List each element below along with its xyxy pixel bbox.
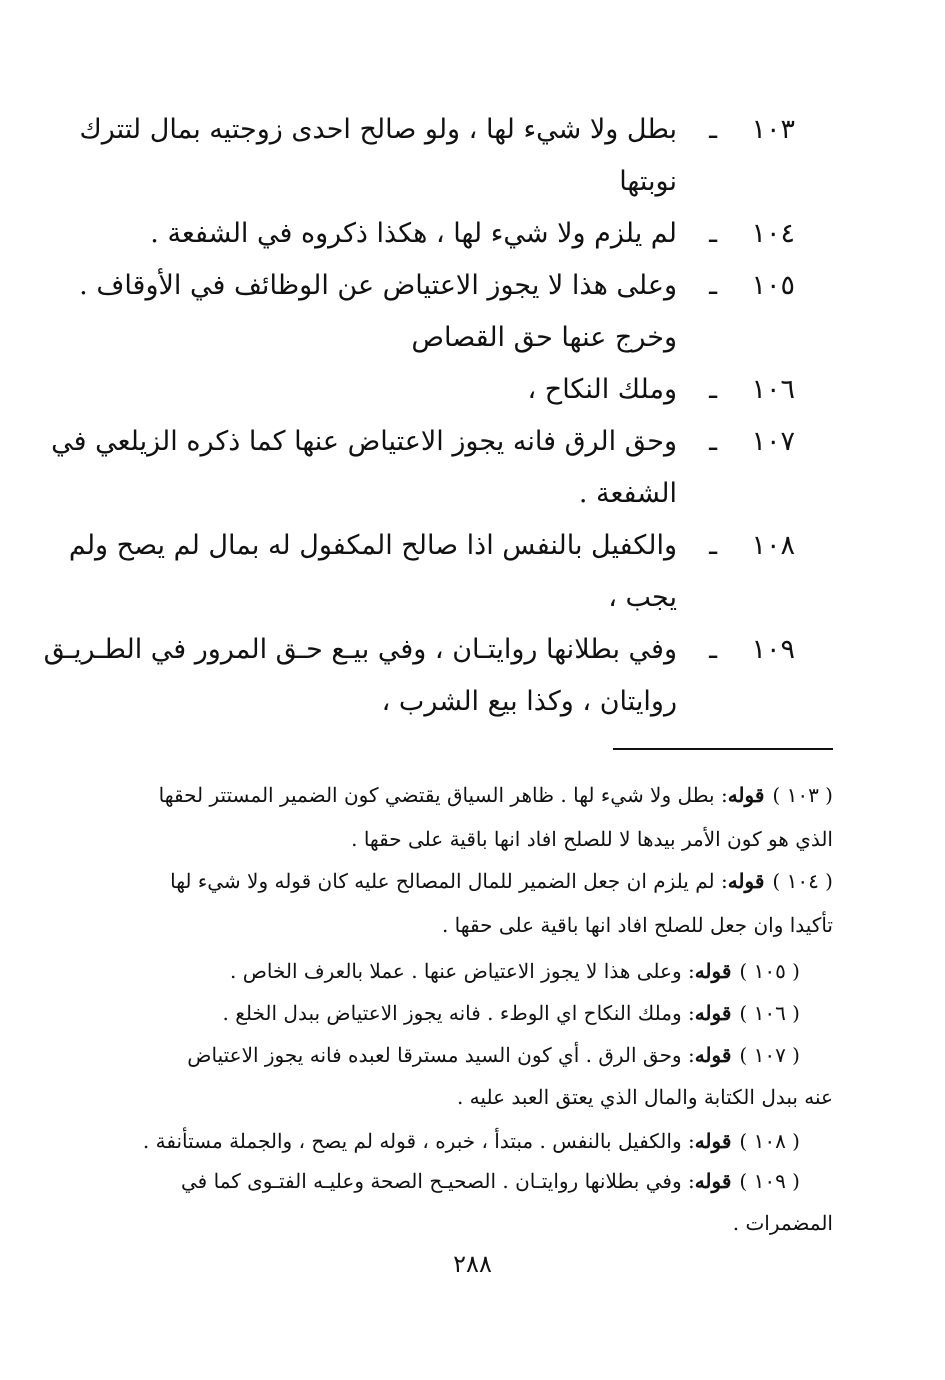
footnote-text: : والكفيل بالنفس . مبتدأ ، خبره ، قوله لم يصح ، والجملة مستأنفة .	[142, 1129, 695, 1153]
footnote-104	[170, 862, 833, 900]
entry-number: ١٠٣	[751, 114, 795, 145]
footnote-106	[223, 994, 800, 1032]
entry-line: وفي بطلانها روايتـان ، وفي بيـع حـق المرور في الطـريـق	[43, 634, 677, 665]
entry-line: بطل ولا شيء لها ، ولو صالح احدى زوجتيه بمال لتترك	[79, 114, 677, 145]
entry-line: الشفعة .	[578, 478, 677, 509]
footnote-text: : وملك النكاح اي الوطء . فانه يجوز الاعتياض ببدل الخلع .	[222, 1001, 695, 1025]
entry-dash: ـ	[709, 530, 717, 561]
footnote-text: تأكيدا وان جعل للصلح افاد انها باقية على حقها .	[441, 913, 833, 937]
footnote-text: عنه ببدل الكتابة والمال الذي يعتق العبد عليه .	[456, 1085, 833, 1109]
footnote-keyword: قوله	[694, 1043, 732, 1067]
footnote-keyword: قوله	[694, 1169, 732, 1193]
footnote-keyword: قوله	[694, 959, 732, 983]
entry-number: ١٠٨	[751, 530, 795, 561]
footnote-number: ( ١٠٧ )	[739, 1043, 800, 1067]
footnote-number: ( ١٠٨ )	[739, 1129, 800, 1153]
footnote-108	[143, 1122, 800, 1160]
entry-dash: ـ	[709, 114, 717, 145]
entry-dash: ـ	[709, 270, 717, 301]
footnote-107-cont	[457, 1078, 833, 1116]
footnote-number: ( ١٠٦ )	[739, 1001, 800, 1025]
entry-line: روايتان ، وكذا بيع الشرب ،	[381, 686, 677, 717]
footnote-keyword: قوله	[727, 869, 765, 893]
footnote-separator	[613, 748, 833, 750]
footnote-number: ( ١٠٤ )	[772, 869, 833, 893]
entry-line: لم يلزم ولا شيء لها ، هكذا ذكروه في الشفعة .	[150, 218, 677, 249]
footnote-number: ( ١٠٣ )	[772, 783, 833, 807]
entry-number: ١٠٤	[751, 218, 795, 249]
footnote-103-cont	[351, 820, 833, 858]
footnote-keyword: قوله	[694, 1001, 732, 1025]
footnote-text: : وفي بطلانها روايتـان . الصحيـح الصحة وعليـه الفتـوى كما في	[181, 1169, 695, 1193]
footnote-103	[159, 776, 833, 814]
entry-105	[75, 260, 795, 364]
footnote-107	[187, 1036, 800, 1074]
footnote-text: المضمرات .	[732, 1211, 833, 1235]
entry-number: ١٠٧	[751, 426, 795, 457]
footnote-text: : بطل ولا شيء لها . ظاهر السياق يقتضي كون الضمير المستتر لحقها	[158, 783, 728, 807]
entry-108	[68, 520, 795, 624]
entry-107	[51, 416, 795, 520]
footnote-text: الذي هو كون الأمر بيدها لا للصلح افاد انها باقية على حقها .	[351, 827, 833, 851]
entry-dash: ـ	[709, 218, 717, 249]
footnote-104-cont	[442, 906, 833, 944]
entry-109	[43, 624, 795, 728]
entry-dash: ـ	[709, 426, 717, 457]
footnote-109	[181, 1162, 800, 1200]
footnote-keyword: قوله	[694, 1129, 732, 1153]
entry-line: وعلى هذا لا يجوز الاعتياض عن الوظائف في الأوقاف .	[79, 270, 677, 301]
footnote-text: : وحق الرق . أي كون السيد مسترقا لعبده فانه يجوز الاعتياض	[187, 1043, 695, 1067]
entry-number: ١٠٦	[751, 374, 795, 405]
footnote-text: : وعلى هذا لا يجوز الاعتياض عنها . عملا بالعرف الخاص .	[230, 959, 695, 983]
entry-dash: ـ	[709, 634, 717, 665]
entry-line: والكفيل بالنفس اذا صالح المكفول له بمال لم يصح ولم	[68, 530, 677, 561]
entry-number: ١٠٩	[751, 634, 795, 665]
entry-103	[75, 104, 795, 208]
footnote-keyword: قوله	[727, 783, 765, 807]
footnote-105	[230, 952, 800, 990]
footnote-text: : لم يلزم ان جعل الضمير للمال المصالح عليه كان قوله ولا شيء لها	[170, 869, 728, 893]
footnote-number: ( ١٠٥ )	[739, 959, 800, 983]
entry-line: وخرج عنها حق القصاص	[411, 322, 677, 353]
page-number: ٢٨٨	[453, 1250, 492, 1278]
entry-line: وملك النكاح ،	[527, 374, 677, 405]
entry-line: يجب ،	[608, 582, 677, 613]
entry-line: وحق الرق فانه يجوز الاعتياض عنها كما ذكره الزيلعي في	[51, 426, 677, 457]
entry-dash: ـ	[709, 374, 717, 405]
entry-line: نوبتها	[619, 166, 677, 197]
entry-number: ١٠٥	[751, 270, 795, 301]
entry-104	[75, 208, 795, 260]
footnote-number: ( ١٠٩ )	[739, 1169, 800, 1193]
footnote-109-cont	[733, 1204, 833, 1242]
entry-106	[75, 364, 795, 416]
